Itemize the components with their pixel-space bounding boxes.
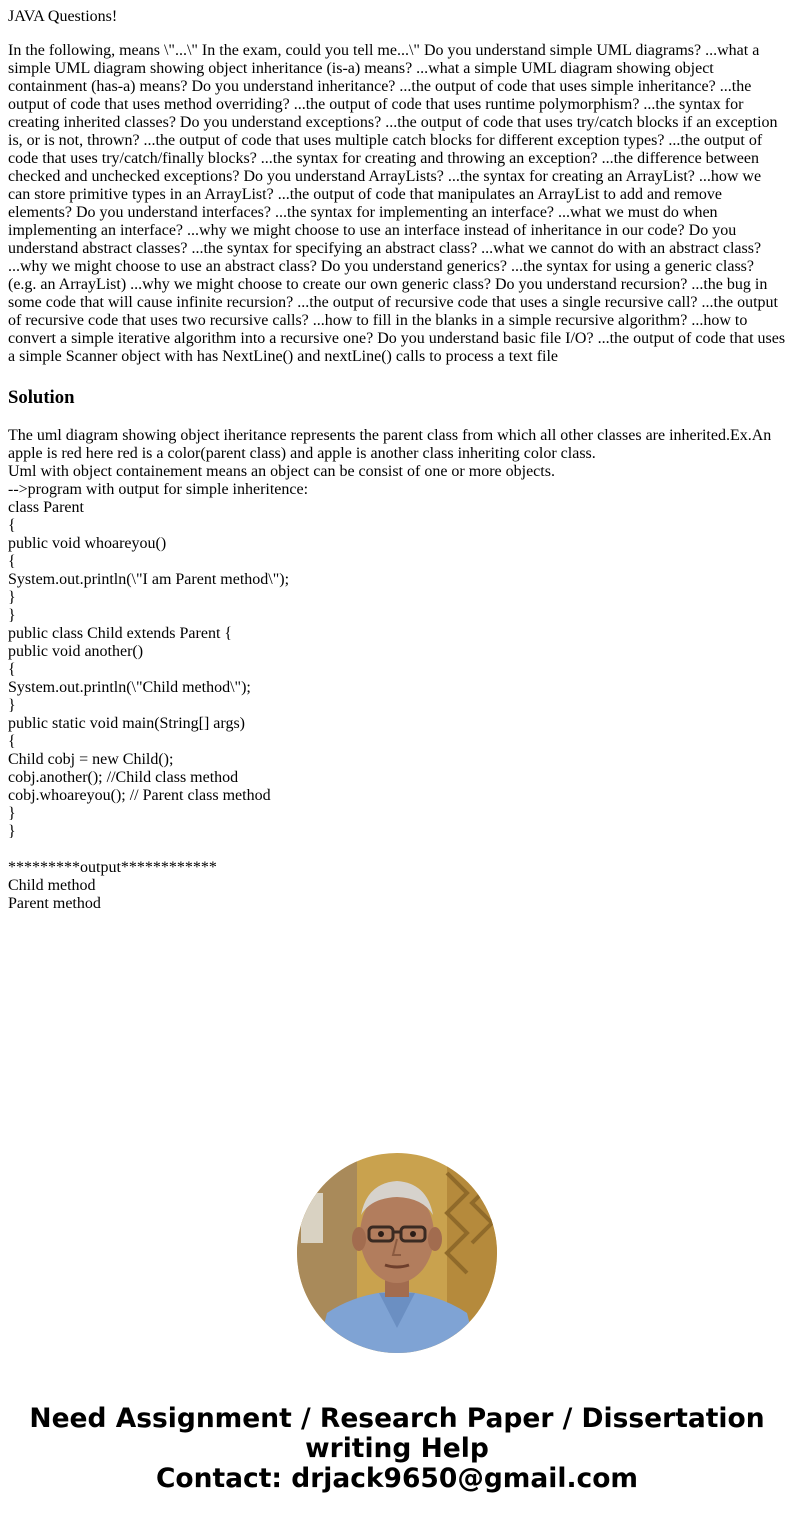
document-content [8, 8, 788, 913]
footer-contact: Contact: drjack9650@gmail.com [155, 1463, 639, 1494]
solution-line: The uml diagram showing object iheritance represents the parent class from which all other classes are inherited.Ex.An [8, 427, 772, 444]
code-line: } [8, 805, 16, 822]
code-line: { [8, 733, 16, 750]
avatar-portrait [297, 1153, 497, 1353]
avatar [297, 1153, 497, 1353]
solution-line: -->program with output for simple inheritence: [8, 481, 309, 498]
code-line: } [8, 823, 16, 840]
solution-line: apple is red here red is a color(parent class) and apple is another class inheriting color class. [8, 445, 596, 462]
code-line: } [8, 607, 16, 624]
code-line: { [8, 553, 16, 570]
solution-heading: Solution [8, 387, 75, 408]
code-line: } [8, 697, 16, 714]
code-line: class Parent [8, 499, 84, 516]
footer-banner [0, 1404, 794, 1494]
code-line: { [8, 661, 16, 678]
code-line: System.out.println(\"I am Parent method\"); [8, 571, 290, 588]
output-header: *********output************ [8, 859, 217, 876]
code-line: { [8, 517, 16, 534]
output-line: Parent method [8, 895, 101, 912]
code-line: Child cobj = new Child(); [8, 751, 174, 768]
blank-line [8, 841, 788, 859]
footer-line: writing Help [305, 1433, 489, 1464]
code-line: } [8, 589, 16, 606]
code-line: public static void main(String[] args) [8, 715, 245, 732]
code-line: public void whoareyou() [8, 535, 167, 552]
solution-body [8, 427, 788, 913]
question-body: In the following, means \"...\" In the exam, could you tell me...\" Do you understand simple UML diagrams? ...what a simple UML diagram showing object inheritance (is-a) means? ...what a simple UML diagram showing object containment (has-a) means? Do you understand inheritance? ...the output of code that uses simple inheritance? ...the output of code that uses method overriding? ...the output of code that uses runtime polymorphism? ...the syntax for creating inherited classes? Do you understand exceptions? ...the output of code that uses try/catch blocks if an exception is, or is not, thrown? ...the output of code that uses multiple catch blocks for different exception types? ...the output of code that uses try/catch/finally blocks? ...the syntax for creating and throwing an exception? ...the difference between checked and unchecked exceptions? Do you understand ArrayLists? ...the syntax for creating an ArrayList? ...how we can store primitive types in an ArrayList? ...the output of code that manipulates an ArrayList to add and remove elements? Do you understand interfaces? ...the syntax for implementing an interface? ...what we must do when implementing an interface? ...why we might choose to use an interface instead of inheritance in our code? Do you understand abstract classes? ...the syntax for specifying an abstract class? ...what we cannot do with an abstract class? ...why we might choose to use an abstract class? Do you understand generics? ...the syntax for using a generic class? (e.g. an ArrayList) ...why we might choose to create our own generic class? Do you understand recursion? ...the bug in some code that will cause infinite recursion? ...the output of recursive code that uses a single recursive call? ...the output of recursive code that uses two recursive calls? ...how to fill in the blanks in a simple recursive algorithm? ...how to convert a simple iterative algorithm into a recursive one? Do you understand basic file I/O? ...the output of code that uses a simple Scanner object with has NextLine() and nextLine() calls to process a text file [8, 42, 786, 365]
code-line: cobj.another(); //Child class method [8, 769, 239, 786]
code-line: System.out.println(\"Child method\"); [8, 679, 251, 696]
solution-line: Uml with object containement means an object can be consist of one or more objects. [8, 463, 555, 480]
output-line: Child method [8, 877, 96, 894]
code-line: cobj.whoareyou(); // Parent class method [8, 787, 271, 804]
footer-line: Need Assignment / Research Paper / Dissertation [29, 1403, 765, 1434]
code-line: public void another() [8, 643, 144, 660]
code-line: public class Child extends Parent { [8, 625, 233, 642]
question-title: JAVA Questions! [8, 8, 118, 25]
